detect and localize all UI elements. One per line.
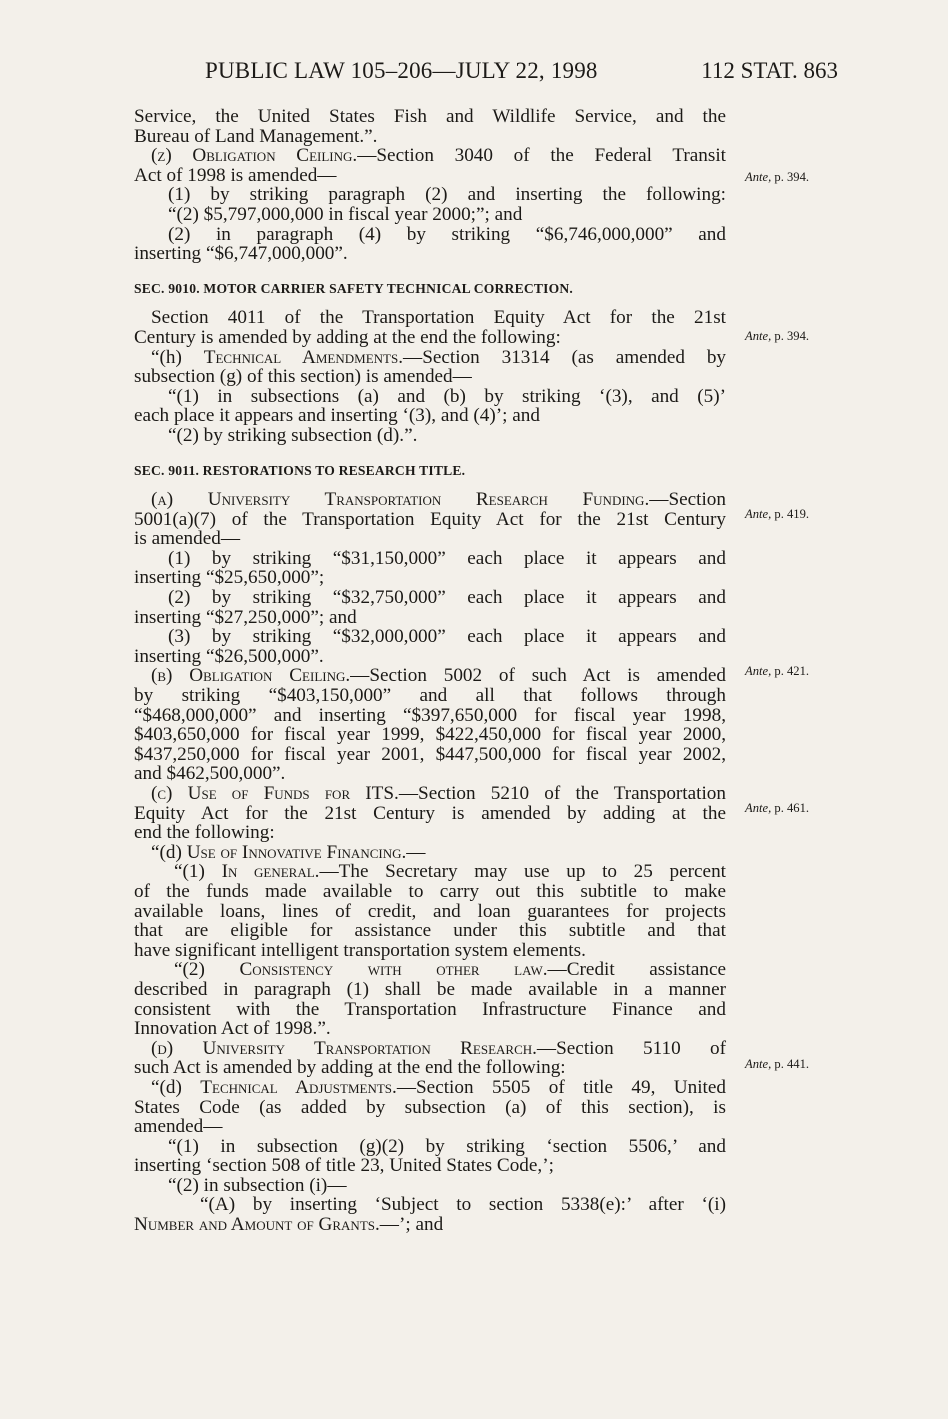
text-line: Number and Amount of Grants.—’; and	[134, 1214, 444, 1236]
text-line: “(A) by inserting ‘Subject to section 5338(e):’ after ‘(i)	[200, 1194, 726, 1216]
text-line: consistent with the Transportation Infrastructure Finance and	[134, 998, 726, 1020]
text-line: inserting ‘section 508 of title 23, United States Code,’;	[134, 1155, 554, 1177]
subsection-z: (z) Obligation Ceiling.—Section 3040 of the Federal Transit	[151, 145, 727, 167]
text-line: each place it appears and inserting ‘(3), and (4)’; and	[134, 405, 540, 427]
subsection-d-innovative: “(d) Use of Innovative Financing.—	[151, 841, 426, 863]
text-line: “(2) in subsection (i)—	[168, 1174, 347, 1196]
text-line: that are eligible for assistance under this subtitle and that	[134, 920, 726, 942]
text-line: Innovation Act of 1998.”.	[134, 1018, 331, 1040]
document-body	[134, 107, 726, 1235]
margin-note: Ante, p. 394.	[745, 170, 810, 184]
text-line: (2) by striking “$32,750,000” each place it appears and	[168, 587, 726, 609]
text-line: “$468,000,000” and inserting “$397,650,000 for fiscal year 1998,	[134, 704, 726, 726]
text-line: by striking “$403,150,000” and all that follows through	[134, 685, 726, 707]
text-line: (1) by striking paragraph (2) and inserting the following:	[168, 184, 726, 206]
text-line: Century is amended by adding at the end the following:	[134, 326, 561, 348]
margin-note: Ante, p. 394.	[745, 329, 810, 343]
text-line: Act of 1998 is amended—	[134, 164, 337, 186]
text-line: “(1) in subsection (g)(2) by striking ‘section 5506,’ and	[168, 1135, 726, 1157]
text-line: 5001(a)(7) of the Transportation Equity Act for the 21st Century	[134, 508, 726, 530]
text-line: Bureau of Land Management.”.	[134, 125, 378, 147]
text-line: end the following:	[134, 822, 275, 844]
margin-note: Ante, p. 421.	[745, 664, 810, 678]
section-heading-9010: SEC. 9010. MOTOR CARRIER SAFETY TECHNICAL CORRECTION.	[134, 280, 573, 296]
text-line: $403,650,000 for fiscal year 1999, $422,450,000 for fiscal year 2000,	[134, 724, 726, 746]
text-line: (3) by striking “$32,000,000” each place it appears and	[168, 626, 726, 648]
text-line: described in paragraph (1) shall be made available in a manner	[134, 978, 726, 1000]
text-line: Equity Act for the 21st Century is amended by adding at the	[134, 802, 726, 824]
header-page-number: 112 STAT. 863	[701, 58, 838, 83]
text-line: subsection (g) of this section) is amended—	[134, 366, 472, 388]
text-line: Section 4011 of the Transportation Equity Act for the 21st	[151, 307, 726, 329]
text-line: available loans, lines of credit, and loan guarantees for projects	[134, 900, 726, 922]
paragraph-2-consistency: “(2) Consistency with other law.—Credit assistance	[174, 959, 727, 981]
text-line: “(2) by striking subsection (d).”.	[168, 424, 418, 446]
text-line: inserting “$6,747,000,000”.	[134, 243, 348, 265]
text-line: inserting “$25,650,000”;	[134, 567, 325, 589]
text-line: (2) in paragraph (4) by striking “$6,746,000,000” and	[168, 223, 726, 245]
subsection-d-technical: “(d) Technical Adjustments.—Section 5505 of title 49, United	[151, 1076, 726, 1098]
text-line: amended—	[134, 1116, 223, 1138]
subsection-d-research: (d) University Transportation Research.—Section 5110 of	[151, 1037, 726, 1059]
text-line: of the funds made available to carry out this subtitle to make	[134, 880, 726, 902]
text-line: inserting “$27,250,000”; and	[134, 606, 357, 628]
text-line: have significant intelligent transportation system elements.	[134, 939, 586, 961]
text-line: Service, the United States Fish and Wildlife Service, and the	[134, 106, 726, 127]
text-line: (1) by striking “$31,150,000” each place it appears and	[168, 547, 726, 569]
section-heading-9011: SEC. 9011. RESTORATIONS TO RESEARCH TITLE.	[134, 462, 466, 478]
text-line: “(1) in subsections (a) and (b) by striking ‘(3), and (5)’	[168, 385, 726, 407]
subsection-b: (b) Obligation Ceiling.—Section 5002 of such Act is amended	[151, 665, 727, 687]
margin-note: Ante, p. 461.	[745, 801, 810, 815]
text-line: is amended—	[134, 528, 241, 550]
running-header	[0, 58, 948, 98]
text-line: such Act is amended by adding at the end the following:	[134, 1057, 566, 1079]
subsection-a: (a) University Transportation Research Funding.—Section	[151, 489, 726, 511]
margin-note: Ante, p. 419.	[745, 507, 810, 521]
header-title: PUBLIC LAW 105–206—JULY 22, 1998	[205, 58, 598, 83]
subsection-h: “(h) Technical Amendments.—Section 31314 (as amended by	[151, 346, 727, 368]
text-line: $437,250,000 for fiscal year 2001, $447,500,000 for fiscal year 2002,	[134, 743, 726, 765]
subsection-c: (c) Use of Funds for ITS.—Section 5210 of the Transportation	[151, 783, 726, 804]
text-line: “(2) $5,797,000,000 in fiscal year 2000;”; and	[168, 203, 523, 225]
paragraph-1-in-general: “(1) In general.—The Secretary may use up to 25 percent	[174, 861, 726, 883]
margin-note: Ante, p. 441.	[745, 1057, 810, 1071]
text-line: inserting “$26,500,000”.	[134, 645, 324, 667]
text-line: States Code (as added by subsection (a) of this section), is	[134, 1096, 726, 1118]
text-line: and $462,500,000”.	[134, 763, 286, 785]
